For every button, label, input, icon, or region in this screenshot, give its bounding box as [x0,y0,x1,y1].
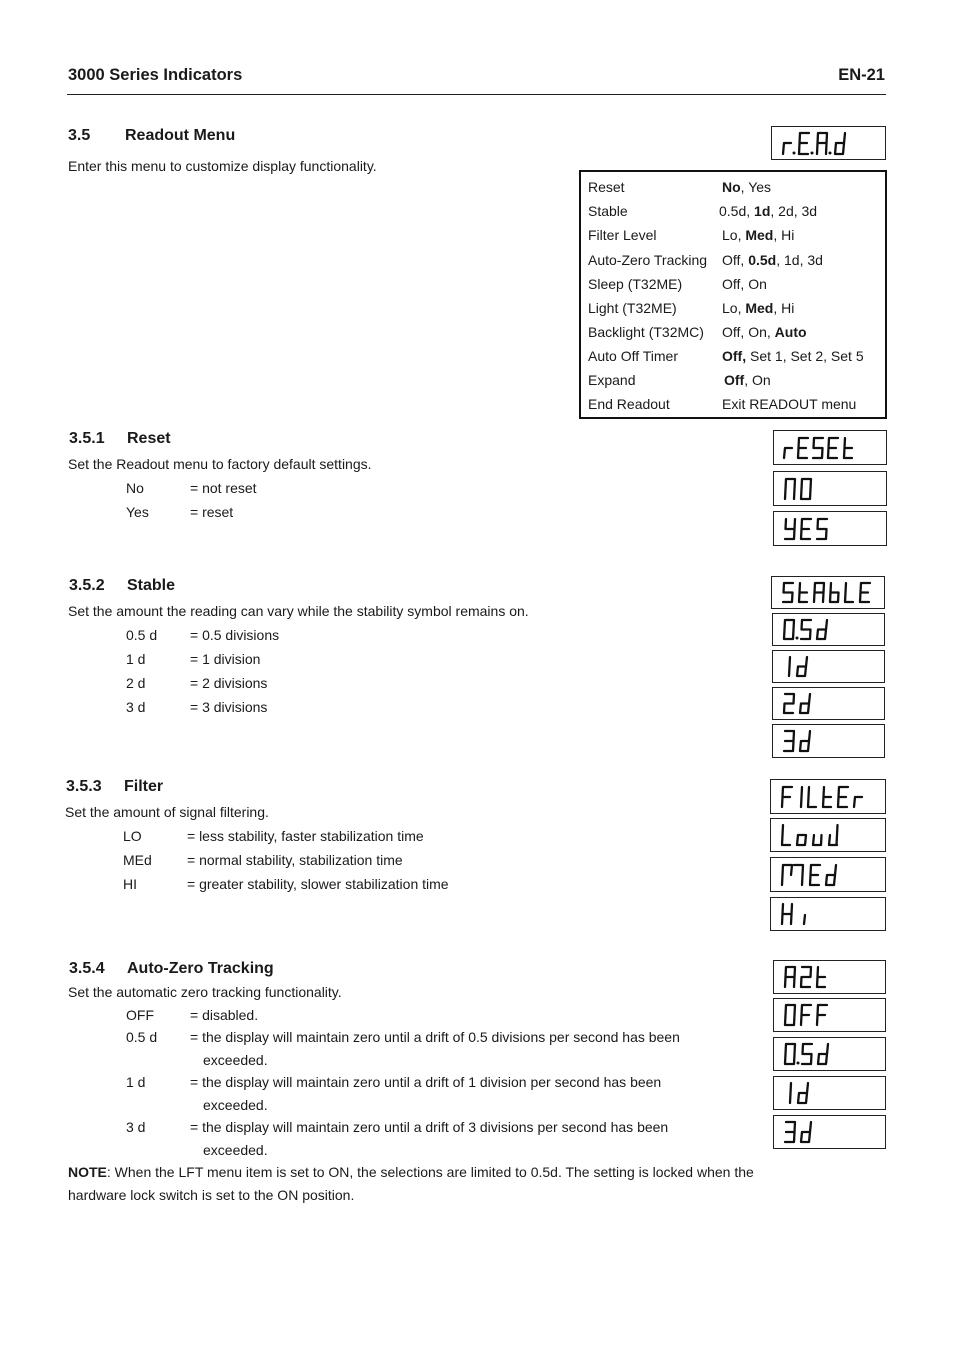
lcd-off-glyphs [774,999,885,1031]
lcd-no-display [773,471,887,506]
option-key: 1 d [126,1074,146,1090]
lcd-low-glyphs [771,819,885,851]
option-key: OFF [126,1007,154,1023]
readout-menu-table [579,170,887,419]
option-key: 3 d [126,1119,146,1135]
lcd-3d-glyphs [773,725,884,757]
option-value-continued: exceeded. [203,1052,268,1068]
lcd-low-display [770,818,886,852]
option-key: 0.5 d [126,627,158,643]
option-key: LO [123,828,142,844]
option-value: = not reset [190,480,257,496]
lcd-hi-glyphs [771,898,885,930]
option-value: = 1 division [190,651,261,667]
option-value: = reset [190,504,234,520]
lcd-med-display [770,857,886,892]
menu-item-options: No, Yes [722,179,772,195]
option-value-continued: exceeded. [203,1142,268,1158]
menu-item-name: Auto Off Timer [588,348,678,364]
option-value: = 0.5 divisions [190,627,280,643]
section-description: Set the amount of signal filtering. [65,804,269,820]
section-title-text: Stable [127,577,176,594]
section-title-text: Filter [124,778,164,795]
lcd-05d-glyphs [773,614,884,645]
menu-item-name: Filter Level [588,227,657,243]
option-value-continued: exceeded. [203,1097,268,1113]
table-row [581,298,885,322]
menu-item-name: Auto-Zero Tracking [588,252,708,268]
menu-item-name: Sleep (T32ME) [588,276,683,292]
lcd-1d-display [772,650,885,683]
option-value: = the display will maintain zero until a drift of 1 division per second has been [190,1074,662,1090]
table-row [581,322,885,346]
lcd-filter-display [770,779,886,814]
table-row [581,346,885,370]
lcd-azt-3d-display [773,1115,886,1149]
option-key: Yes [126,504,149,520]
menu-item-options: Lo, Med, Hi [722,227,795,243]
section-description: Enter this menu to customize display functionality. [68,158,377,174]
menu-item-options: Off, 0.5d, 1d, 3d [722,252,823,268]
option-value: = normal stability, stabilization time [187,852,403,868]
menu-item-options: Off, On [724,372,771,388]
lcd-azt-1d-glyphs [774,1077,885,1109]
lcd-off-display [773,998,886,1032]
section-title-filter [66,778,163,796]
header-title: 3000 Series Indicators [68,66,243,84]
option-value: = 2 divisions [190,675,268,691]
lcd-azt-3d-glyphs [774,1116,885,1148]
option-key: 2 d [126,675,146,691]
section-number: 3.5 [68,127,91,144]
option-value: = greater stability, slower stabilization time [187,876,449,892]
section-number: 3.5.2 [69,577,105,594]
menu-item-name: Backlight (T32MC) [588,324,704,340]
lcd-azt-1d-display [773,1076,886,1110]
lcd-1d-glyphs [773,651,884,682]
lcd-no-glyphs [774,472,886,505]
lcd-med-glyphs [771,858,885,891]
table-row [581,274,885,298]
section-number: 3.5.3 [66,778,102,795]
lcd-yes-glyphs [774,512,886,545]
menu-item-name: Light (T32ME) [588,300,677,316]
menu-item-name: Expand [588,372,636,388]
lcd-azt-05d-display [773,1037,886,1071]
lcd-read-display [771,126,886,160]
menu-item-name: Reset [588,179,625,195]
lcd-2d-glyphs [773,688,884,719]
lcd-azt-05d-glyphs [774,1038,885,1070]
section-description: Set the Readout menu to factory default settings. [68,456,372,472]
section-title-text: Auto-Zero Tracking [127,960,274,977]
section-number: 3.5.1 [69,430,105,447]
lcd-read-glyphs [772,127,885,159]
menu-item-options: Lo, Med, Hi [722,300,795,316]
option-value: = 3 divisions [190,699,268,715]
option-key: 3 d [126,699,146,715]
lcd-stable-glyphs [772,577,884,608]
section-number: 3.5.4 [69,960,105,977]
table-row [581,177,885,201]
option-value: = the display will maintain zero until a drift of 0.5 divisions per second has been [190,1029,680,1045]
section-title-text: Readout Menu [125,127,236,144]
menu-item-options: 0.5d, 1d, 2d, 3d [719,203,818,219]
menu-item-options: Off, Set 1, Set 2, Set 5 [722,348,864,364]
lcd-azt-glyphs [774,961,885,993]
lcd-2d-display [772,687,885,720]
menu-item-name: End Readout [588,396,670,412]
table-row [581,201,885,225]
section-description: Set the automatic zero tracking functionality. [68,984,342,1000]
option-key: MEd [123,852,152,868]
option-key: 1 d [126,651,146,667]
section-title-azt [69,960,274,978]
menu-item-options: Off, On, Auto [722,324,807,340]
option-value: = the display will maintain zero until a drift of 3 divisions per second has been [190,1119,669,1135]
note-label: NOTE [68,1164,107,1180]
menu-item-name: Stable [588,203,628,219]
section-description: Set the amount the reading can vary while the stability symbol remains on. [68,603,529,619]
lcd-05d-display [772,613,885,646]
header-rule [67,94,886,95]
lcd-reset-display [773,430,887,465]
lcd-stable-display [771,576,885,609]
section-title-stable [69,577,175,595]
section-title-text: Reset [127,430,171,447]
note-paragraph [68,1161,758,1206]
option-key: 0.5 d [126,1029,158,1045]
lcd-hi-display [770,897,886,931]
lcd-yes-display [773,511,887,546]
option-key: HI [123,876,137,892]
table-row [581,394,885,418]
table-row [581,250,885,274]
option-value: = disabled. [190,1007,259,1023]
lcd-3d-display [772,724,885,758]
lcd-azt-display [773,960,886,994]
option-value: = less stability, faster stabilization time [187,828,424,844]
lcd-filter-glyphs [771,780,885,813]
table-row [581,370,885,394]
option-key: No [126,480,144,496]
menu-item-options: Off, On [722,276,767,292]
menu-item-options: Exit READOUT menu [722,396,857,412]
note-text: : When the LFT menu item is set to ON, the selections are limited to 0.5d. The setting is locked when the hardware lock switch is set to the ON position. [68,1164,754,1203]
table-row [581,225,885,249]
lcd-reset-glyphs [774,431,886,464]
section-title-reset [69,430,171,448]
section-title-readout [68,127,235,145]
page-number: EN-21 [838,66,885,84]
